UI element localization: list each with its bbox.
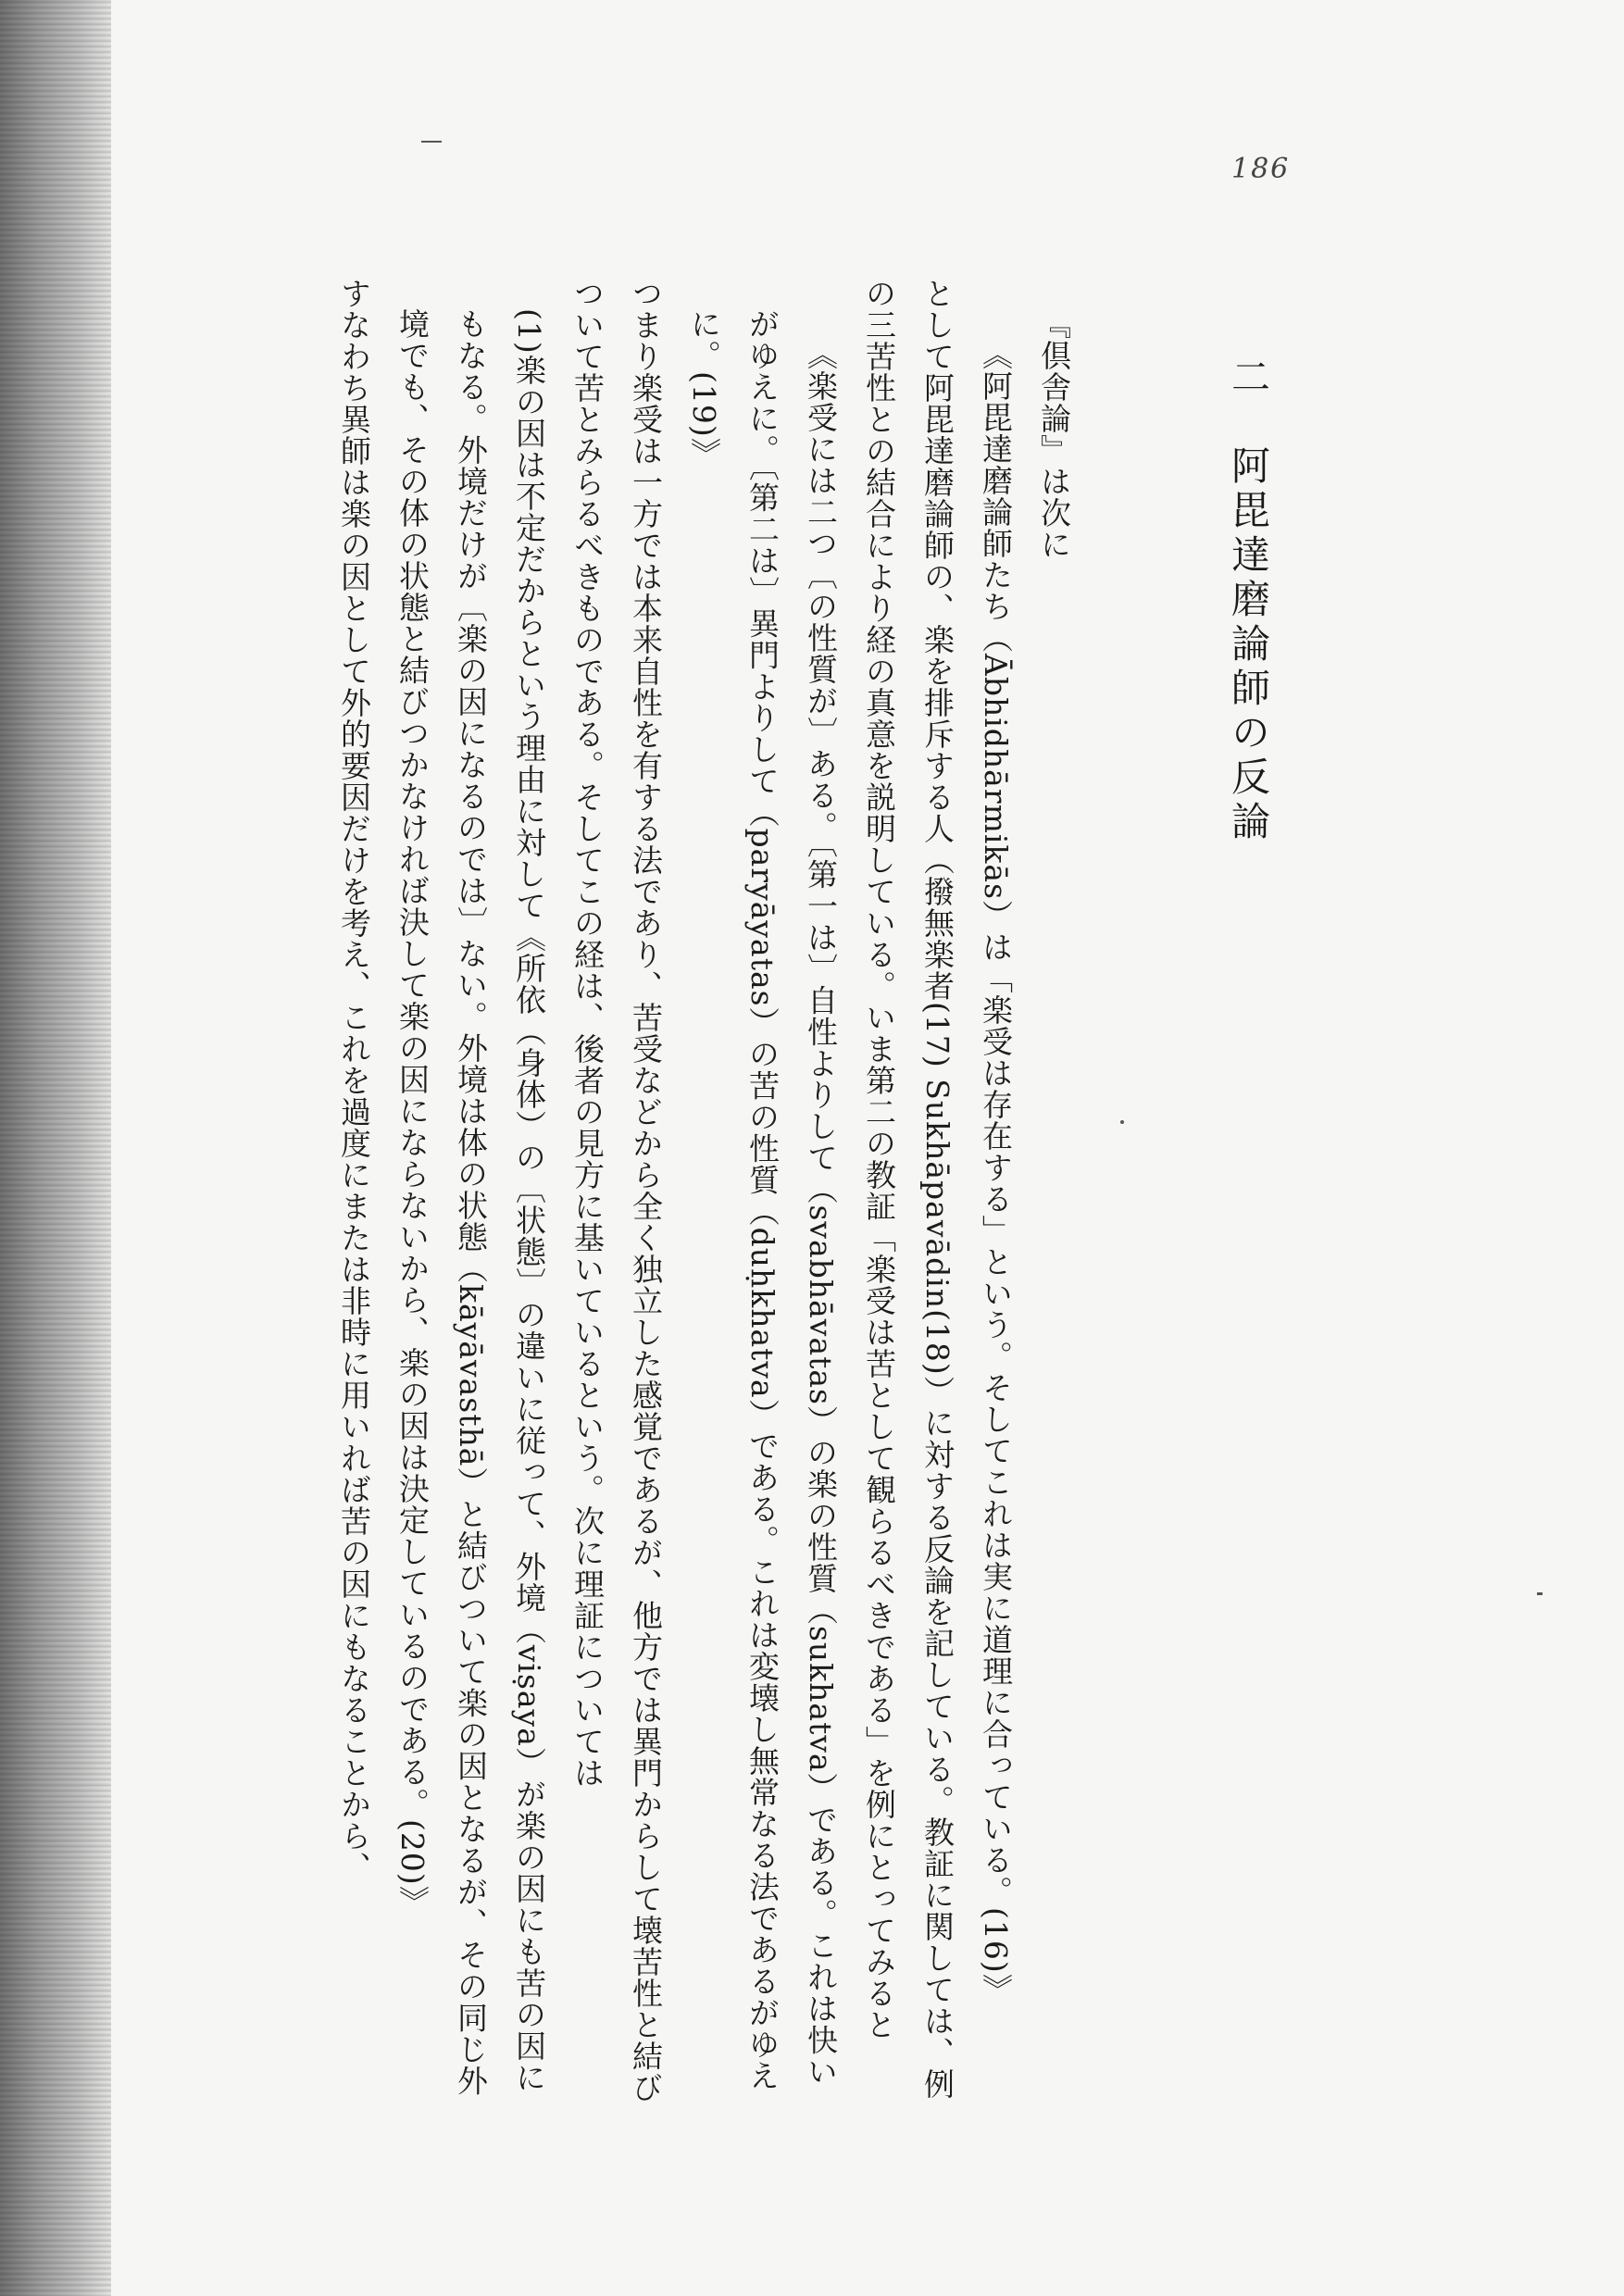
quote-abhidharmikas: 《阿毘達磨論師たち（Ābhidhārmikās）は「楽受は存在する」という。そしてこれは実に道理に合っている。(16)》 — [978, 339, 1014, 2005]
scan-speck — [421, 141, 442, 143]
section-heading: 二 阿毘達磨論師の反論 — [1226, 356, 1271, 845]
quote-reasoning-1: (1)楽の因は不定だからという理由に対して《所依（身体）の〔状態〕の違いに従って、外境（viṣaya）が楽の因にも苦の因にもなる。外境だけが〔楽の因になるのでは〕ない。外境は体の状態（kāyāvasthā）と結びついて楽の因となるが、その同じ外境でも、その体の状態と結びつかなければ決して楽の因にならないから、楽の因は決定しているのである。(20)》 — [394, 308, 547, 2097]
scan-speck — [1120, 1120, 1124, 1124]
scan-shadow-edge — [0, 0, 111, 2296]
paragraph-rebuttal: として阿毘達磨論師の、楽を排斥する人（撥無楽者(17) Sukhāpavādin(18)）に対する反論を記している。教証に関しては、例の三苦性との結合により経の真意を説明している。いま第二の教証「楽受は苦として観らるべきである」を例にとってみると — [861, 278, 956, 2100]
quote-two-natures: 《楽受には二つ〔の性質が〕ある。〔第一は〕自性よりして（svabhāvatas）の楽の性質（sukhatva）である。これは快いがゆえに。〔第二は〕異門よりして（paryāyatas）の苦の性質（duḥkhatva）である。これは変壊し無常なる法であるがゆえに。(19)》 — [686, 308, 839, 2091]
paragraph-intro: 『倶舎論』は次に — [1036, 308, 1072, 560]
body-text — [111, 278, 1083, 2111]
page-number: 186 — [1231, 153, 1291, 185]
scan-speck — [1537, 1592, 1543, 1595]
paragraph-continuation: すなわち異師は楽の因として外的要因だけを考え、これを過度にまたは非時に用いれば苦の因にもなることから、 — [336, 278, 372, 1883]
paragraph-explanation: つまり楽受は一方では本来自性を有する法であり、苦受などから全く独立した感覚であるが、他方では異門からして壊苦性と結びついて苦とみらるべきものである。そしてこの経は、後者の見方に基いているという。次に理証については — [569, 278, 664, 2103]
